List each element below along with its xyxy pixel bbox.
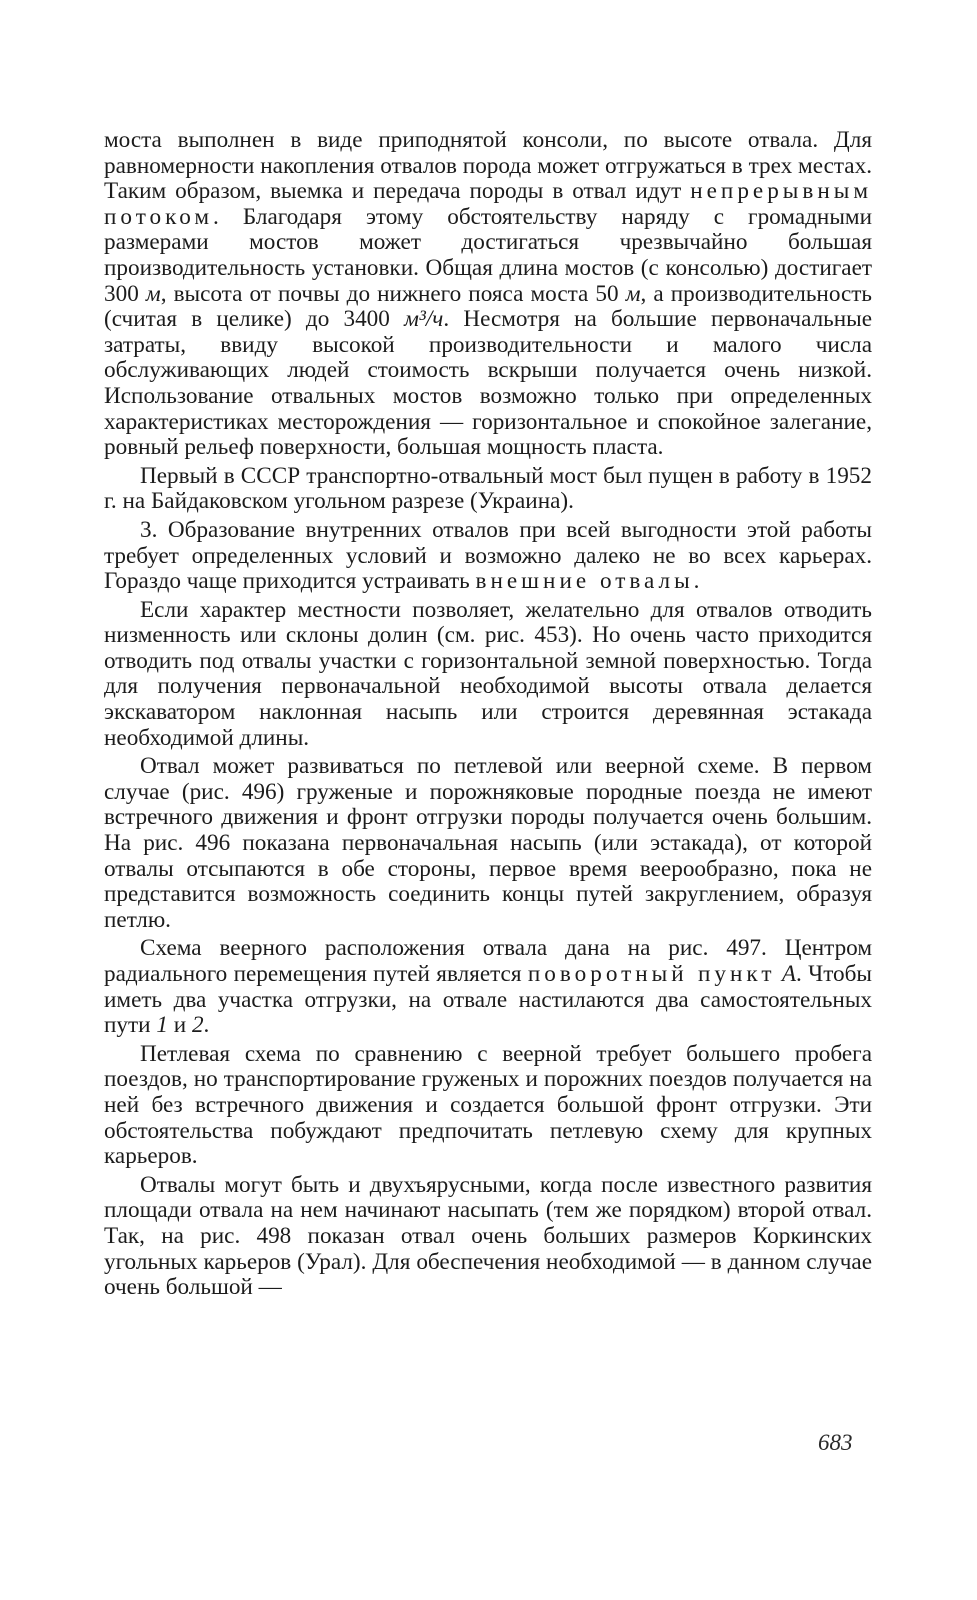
paragraph-p7 bbox=[104, 1042, 872, 1170]
text-run: . bbox=[203, 1012, 210, 1039]
italic-text: 2 bbox=[191, 1012, 204, 1039]
text-run: Отвалы могут быть и двухъярусными, когда после известного развития площади отвала на нем начинают насыпать (тем же порядком) второй отвал. Так, на рис. 498 показан отвал очень больших размеров Коркинских угольных карьеров (Урал). Для обеспечения необходимой — в данном случае очень большой — bbox=[104, 1171, 872, 1301]
text-run: Если характер местности позволяет, желательно для отвалов отводить низменность или склоны долин (см. рис. 453). Но очень часто приходится отводить под отвалы участки с горизонтальной земной поверхностью. Тогда для получения первоначальной необходимой высоты отвала делается экскаватором наклонная насыпь или строится деревянная эстакада необходимой длины. bbox=[104, 596, 872, 751]
text-run: Петлевая схема по сравнению с веерной требует большего пробега поездов, но транспортирование груженых и порожних поездов получается на ней без встречного движения и создается большой фронт отгрузки. Эти обстоятельства побуждают предпочитать петлевую схему для крупных карьеров. bbox=[104, 1040, 872, 1170]
page-number: 683 bbox=[818, 1430, 853, 1455]
italic-text: м bbox=[145, 280, 161, 307]
paragraph-p8 bbox=[104, 1173, 872, 1301]
text-run: Отвал может развиваться по петлевой или веерной схеме. В первом случае (рис. 496) груженые и порожняковые породные поезда не имеют встречного движения и фронт отгрузки породы получается очень большим. На рис. 496 показана первоначальная насыпь (или эстакада), от которой отвалы отсыпаются в обе стороны, первое время веерообразно, пока не представится возможность соединить концы путей закруглением, образуя петлю. bbox=[104, 753, 872, 933]
text-run: . Благодаря этому обстоятельству наряду с громадными размерами мостов может достигаться чрезвычайно большая производительность установки. Общая длина мостов (с консолью) достигает 300 bbox=[104, 203, 872, 307]
text-run: , а производительность (считая в целике) до 3400 bbox=[104, 280, 873, 333]
paragraph-p6 bbox=[104, 936, 872, 1038]
spaced-emphasis-text: непрерывным потоком bbox=[104, 178, 872, 230]
page-body bbox=[104, 128, 872, 1304]
text-run: . Несмотря на большие первоначальные затраты, ввиду высокой производительности и малого числа обслуживающих людей стоимость вскрыши получается очень низкой. Использование отвальных мостов возможно только при определенных характеристиках месторождения — горизонтальное и спокойное залегание, ровный рельеф поверхности, большая мощность пласта. bbox=[104, 306, 872, 461]
text-run: моста выполнен в виде приподнятой консоли, по высоте отвала. Для равномерности накопления отвалов порода может отгружаться в трех местах. Таким образом, выемка и передача породы в отвал идут bbox=[104, 127, 872, 205]
text-run: , высота от почвы до нижнего пояса моста 50 bbox=[160, 280, 626, 307]
paragraph-p3 bbox=[104, 518, 872, 595]
paragraph-p2 bbox=[104, 464, 872, 515]
italic-text: А bbox=[781, 961, 796, 987]
paragraph-p5 bbox=[104, 754, 872, 933]
text-run: Первый в СССР транспортно-отвальный мост был пущен в работу в 1952 г. на Байдаковском угольном разрезе (Украина). bbox=[104, 462, 872, 515]
paragraph-p1 bbox=[104, 128, 872, 461]
text-run: и bbox=[167, 1012, 192, 1039]
italic-text: 1 bbox=[156, 1012, 168, 1039]
text-run: 3. Образование внутренних отвалов при всей выгодности этой работы требует определенных условий и возможно далеко не во всех карьерах. Гораздо чаще приходится устраивать bbox=[104, 516, 872, 595]
italic-text: м³/ч bbox=[404, 306, 444, 333]
text-run: . bbox=[693, 568, 700, 595]
paragraph-p4 bbox=[104, 598, 872, 752]
spaced-emphasis-text: внешние отвалы bbox=[475, 568, 694, 595]
text-run: Схема веерного расположения отвала дана на рис. 497. Центром радиального перемещения путей является bbox=[104, 935, 872, 987]
spaced-emphasis-text: поворотный пункт bbox=[527, 961, 776, 987]
text-run: . Чтобы иметь два участка отгрузки, на отвале настилаются два самостоятельных пути bbox=[104, 961, 872, 1039]
italic-text: м bbox=[625, 280, 641, 307]
